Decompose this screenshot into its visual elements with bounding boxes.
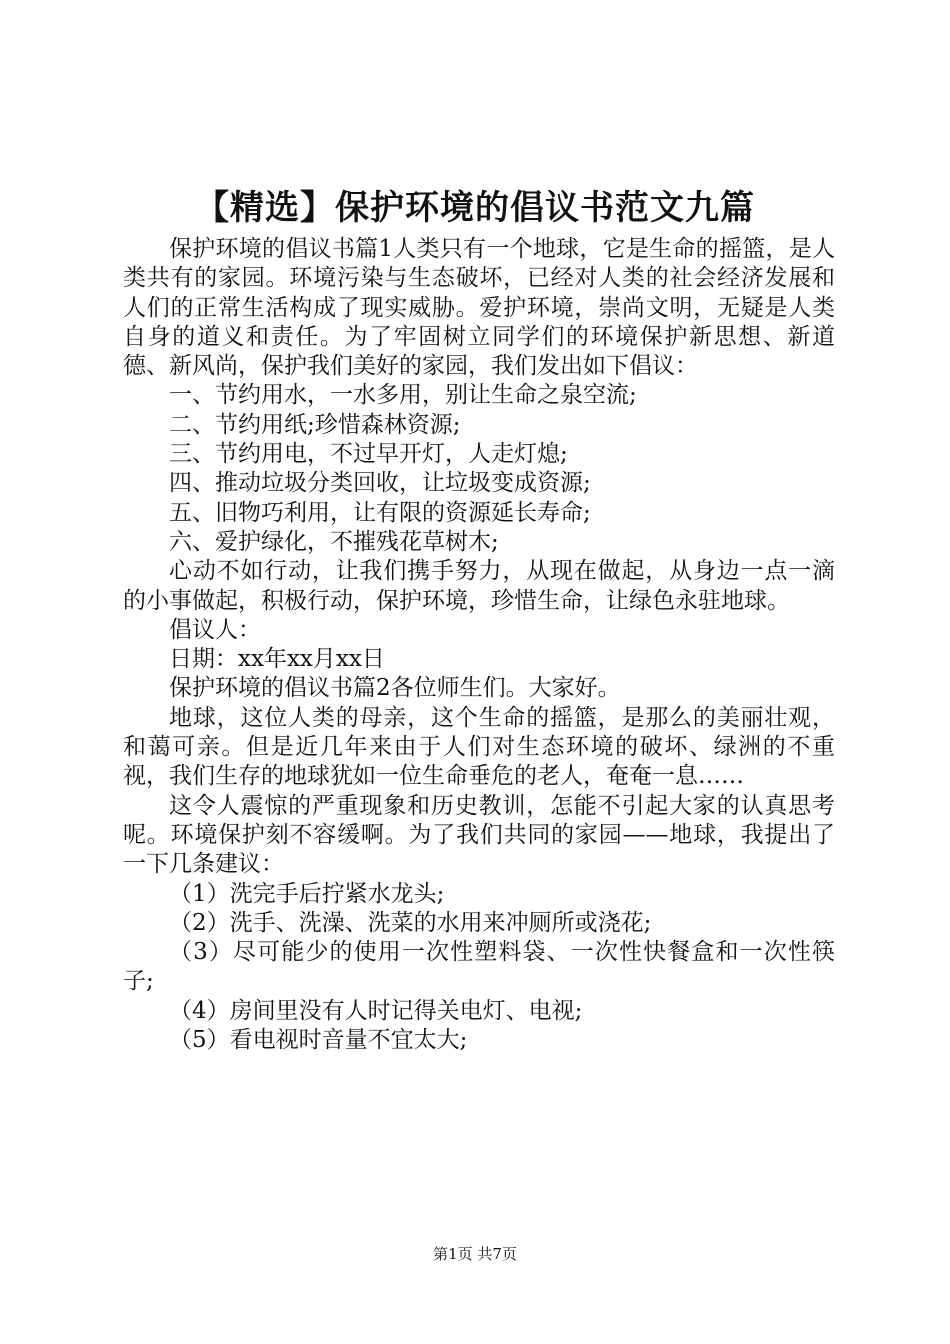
paragraph: 日期：xx年xx月xx日 (169, 646, 385, 673)
paragraph: （1）洗完手后拧紧水龙头; (169, 880, 445, 907)
document-title: 【精选】保护环境的倡议书范文九篇 (195, 188, 755, 228)
page-footer: 第1页 共7页 (433, 1245, 517, 1263)
paragraph: 保护环境的倡议书篇1人类只有一个地球，它是生命的摇篮，是人类共有的家园。环境污染与生态破坏，已经对人类的社会经济发展和人们的正常生活构成了现实威胁。爱护环境，崇尚文明，无疑是人类自身的道义和责任。为了牢固树立同学们的环境保护新思想、新道德、新风尚，保护我们美好的家园，我们发出如下倡议： (123, 236, 835, 380)
paragraph: 四、推动垃圾分类回收，让垃圾变成资源; (169, 470, 591, 497)
paragraph: 五、旧物巧利用，让有限的资源延长寿命; (169, 499, 591, 526)
paragraph: 一、节约用水，一水多用，别让生命之泉空流; (169, 382, 637, 409)
paragraph: 地球，这位人类的母亲，这个生命的摇篮，是那么的美丽壮观，和蔼可亲。但是近几年来由于人们对生态环境的破坏、绿洲的不重视，我们生存的地球犹如一位生命垂危的老人，奄奄一息…… (123, 704, 835, 790)
paragraph: 三、节约用电，不过早开灯，人走灯熄; (169, 441, 568, 468)
paragraph: 倡议人： (169, 616, 261, 643)
paragraph: 这令人震惊的严重现象和历史教训，怎能不引起大家的认真思考呢。环境保护刻不容缓啊。为了我们共同的家园——地球，我提出了一下几条建议： (123, 792, 835, 878)
paragraph: 保护环境的倡议书篇2各位师生们。大家好。 (169, 675, 621, 702)
paragraph: （3）尽可能少的使用一次性塑料袋、一次性快餐盒和一次性筷子; (123, 939, 835, 995)
paragraph: （4）房间里没有人时记得关电灯、电视; (169, 997, 583, 1024)
paragraph: 心动不如行动，让我们携手努力，从现在做起，从身边一点一滴的小事做起，积极行动，保护环境，珍惜生命，让绿色永驻地球。 (123, 558, 835, 614)
document-body (123, 235, 835, 1055)
paragraph: 二、节约用纸;珍惜森林资源; (169, 411, 461, 438)
paragraph: （5）看电视时音量不宜太大; (169, 1027, 468, 1054)
paragraph: 六、爱护绿化，不摧残花草树木; (169, 528, 499, 555)
paragraph: （2）洗手、洗澡、洗菜的水用来冲厕所或浇花; (169, 909, 652, 936)
